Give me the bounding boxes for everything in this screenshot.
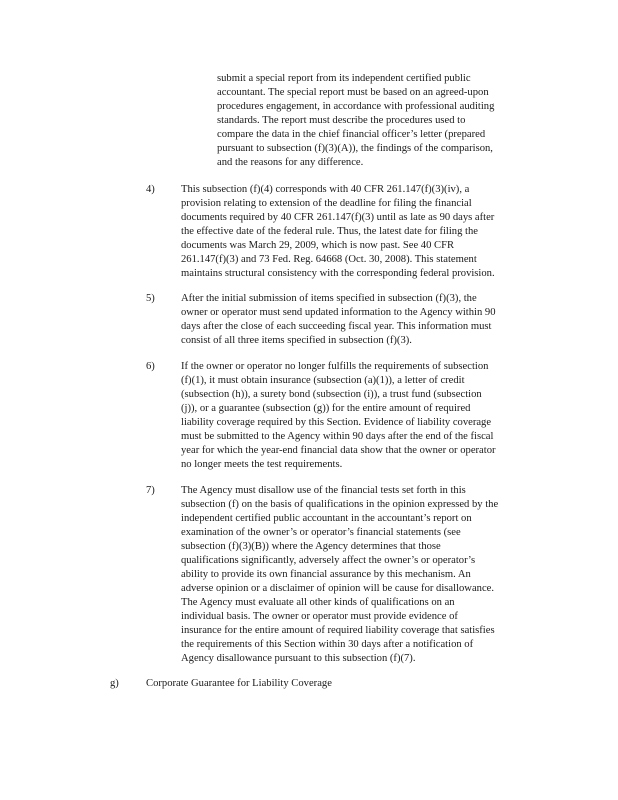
text-line: subsection (f) on the basis of qualifications in the opinion expressed by the <box>181 499 499 510</box>
text-line: subsection (f)(3)(B)) where the Agency determines that those <box>181 541 441 552</box>
item-number: 7) <box>146 485 155 496</box>
text-line: submit a special report from its independent certified public <box>217 73 471 84</box>
text-line: procedures engagement, in accordance with professional auditing <box>217 101 495 112</box>
item-number: 4) <box>146 184 155 195</box>
text-line: no longer meets the test requirements. <box>181 459 343 470</box>
text-line: provision relating to extension of the deadline for filing the financial <box>181 198 472 209</box>
text-line: ability to provide its own financial assurance by this mechanism. An <box>181 569 471 580</box>
text-line: compare the data in the chief financial officer’s letter (prepared <box>217 129 486 140</box>
text-line: (f)(1), it must obtain insurance (subsection (a)(1)), a letter of credit <box>181 375 465 386</box>
text-line: days after the close of each succeeding fiscal year. This information must <box>181 321 492 332</box>
text-line: maintains structural consistency with the corresponding federal provision. <box>181 268 495 279</box>
text-line: Agency disallowance pursuant to this subsection (f)(7). <box>181 653 416 664</box>
text-line: After the initial submission of items specified in subsection (f)(3), the <box>181 293 477 304</box>
text-line: consist of all three items specified in subsection (f)(3). <box>181 335 412 346</box>
text-line: must be submitted to the Agency within 90 days after the end of the fiscal <box>181 431 494 442</box>
text-line: This subsection (f)(4) corresponds with 40 CFR 261.147(f)(3)(iv), a <box>181 184 470 195</box>
text-line: The Agency must evaluate all other kinds of qualifications on an <box>181 597 455 608</box>
section-title: Corporate Guarantee for Liability Coverage <box>146 678 332 689</box>
text-line: accountant. The special report must be based on an agreed-upon <box>217 87 489 98</box>
text-line: the effective date of the federal rule. Thus, the latest date for filing the <box>181 226 478 237</box>
text-line: liability coverage required by this Section. Evidence of liability coverage <box>181 417 492 428</box>
text-line: standards. The report must describe the procedures used to <box>217 115 466 126</box>
text-line: year for which the year-end financial data show that the owner or operator <box>181 445 496 456</box>
text-line: documents was March 29, 2009, which is now past. See 40 CFR <box>181 240 455 251</box>
text-line: 261.147(f)(3) and 73 Fed. Reg. 64668 (Oct. 30, 2008). This statement <box>181 254 477 265</box>
item-number: 5) <box>146 293 155 304</box>
text-line: and the reasons for any difference. <box>217 157 364 168</box>
text-line: qualifications significantly, adversely affect the owner’s or operator’s <box>181 555 476 566</box>
text-line: owner or operator must send updated information to the Agency within 90 <box>181 307 496 318</box>
text-line: documents required by 40 CFR 261.147(f)(3) until as late as 90 days after <box>181 212 495 223</box>
text-line: examination of the owner’s or operator’s financial statements (see <box>181 527 461 538</box>
text-line: pursuant to subsection (f)(3)(A)), the findings of the comparison, <box>217 143 493 154</box>
item-number: 6) <box>146 361 155 372</box>
section-letter: g) <box>110 678 119 689</box>
text-line: adverse opinion or a disclaimer of opinion will be cause for disallowance. <box>181 583 495 594</box>
text-line: the requirements of this Section within 30 days after a notification of <box>181 639 474 650</box>
text-line: individual basis. The owner or operator must provide evidence of <box>181 611 458 622</box>
text-line: The Agency must disallow use of the financial tests set forth in this <box>181 485 466 496</box>
text-line: independent certified public accountant in the accountant’s report on <box>181 513 472 524</box>
text-line: (j)), or a guarantee (subsection (g)) for the entire amount of required <box>181 403 471 414</box>
text-line: insurance for the entire amount of required liability coverage that satisfies <box>181 625 495 636</box>
text-line: If the owner or operator no longer fulfills the requirements of subsection <box>181 361 489 372</box>
text-line: (subsection (h)), a surety bond (subsection (i)), a trust fund (subsection <box>181 389 482 400</box>
